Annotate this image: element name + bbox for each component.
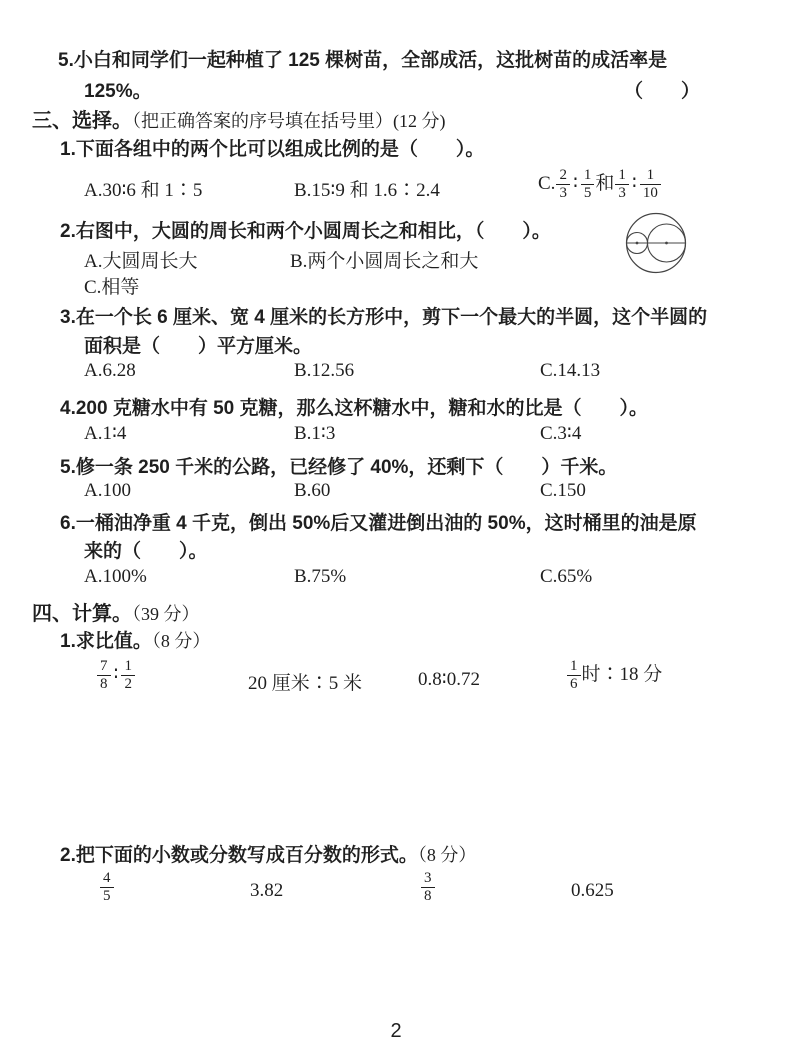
fraction-numerator: 1 <box>583 167 592 183</box>
fraction <box>556 167 570 203</box>
q1-option-c <box>538 167 662 203</box>
q6-line2: 来的（ ）。 <box>84 541 208 562</box>
q1-option-b: B.15∶9 和 1.6∶2.4 <box>294 180 440 201</box>
problem5-line1: 5.小白和同学们一起种植了 125 棵树苗，全部成活，这批树苗的成活率是 <box>58 50 668 71</box>
problem5-line2: 125%。 <box>84 81 152 102</box>
ratio-item-3: 0.8∶0.72 <box>418 669 480 690</box>
q4-option-a: A.1∶4 <box>84 423 127 444</box>
fraction <box>567 658 581 694</box>
fraction-denominator: 2 <box>121 675 135 693</box>
q3-line1: 3.在一个长 6 厘米、宽 4 厘米的长方形中，剪下一个最大的半圆，这个半圆的 <box>60 307 708 328</box>
ratio-separator: ∶ <box>113 664 119 686</box>
q5-text: 5.修一条 250 千米的公路，已经修了 40%，还剩下（ ）千米。 <box>60 457 618 478</box>
fraction-denominator: 6 <box>567 675 581 693</box>
fraction-numerator: 1 <box>618 167 626 183</box>
right-center-dot <box>665 242 668 245</box>
fraction-numerator: 4 <box>103 870 111 886</box>
ratio-item-2: 20 厘米∶5 米 <box>248 673 363 694</box>
q2-option-b: B.两个小圆周长之和大 <box>290 251 479 272</box>
q3-option-c: C.14.13 <box>540 360 601 381</box>
q5-option-b: B.60 <box>294 480 331 501</box>
section3-title: 三、选择。 <box>32 110 132 132</box>
q4-text: 4.200 克糖水中有 50 克糖，那么这杯糖水中，糖和水的比是（ ）。 <box>60 398 649 419</box>
q2-option-c: C.相等 <box>84 277 140 298</box>
fraction-numerator: 3 <box>424 870 432 886</box>
q1-option-c-prefix: C. <box>538 173 556 195</box>
q6-option-c: C.65% <box>540 566 593 587</box>
q5-option-c: C.150 <box>540 480 586 501</box>
q6-line1: 6.一桶油净重 4 千克，倒出 50%后又灌进倒出油的 50%，这时桶里的油是原 <box>60 513 697 534</box>
q6-option-b: B.75% <box>294 566 347 587</box>
section4-sub2-heading <box>60 840 476 867</box>
convert-item-2: 3.82 <box>250 880 284 901</box>
fraction-denominator: 5 <box>581 184 595 202</box>
section4-sub1-title: 1.求比值。 <box>60 631 152 652</box>
q1-option-a: A.30∶6 和 1∶5 <box>84 180 203 201</box>
fraction <box>581 167 595 203</box>
convert-item-4: 0.625 <box>571 880 614 901</box>
section4-sub1-heading <box>60 626 210 653</box>
fraction-denominator: 3 <box>615 184 629 202</box>
left-center-dot <box>636 242 639 245</box>
fraction-numerator: 7 <box>100 658 108 674</box>
q2-option-a: A.大圆周长大 <box>84 251 198 272</box>
section3-heading <box>32 104 446 133</box>
q2-text: 2.右图中，大圆的周长和两个小圆周长之和相比，（ ）。 <box>60 221 551 242</box>
section4-title: 四、计算。 <box>32 603 132 625</box>
q3-option-b: B.12.56 <box>294 360 355 381</box>
section4-sub2-points: （8 分） <box>417 845 477 865</box>
fraction <box>615 167 629 203</box>
q6-option-a: A.100% <box>84 566 147 587</box>
ratio-item-4 <box>566 658 662 694</box>
ratio-separator: ∶ <box>572 173 578 195</box>
q3-line2: 面积是（ ）平方厘米。 <box>84 336 313 357</box>
q4-option-b: B.1∶3 <box>294 423 336 444</box>
fraction-denominator: 8 <box>97 675 111 693</box>
ratio-item-1 <box>96 658 136 694</box>
ratio-item-4-suffix: 时∶18 分 <box>581 664 663 686</box>
convert-item-1 <box>99 870 115 906</box>
section4-points: （39 分） <box>132 604 200 624</box>
fraction-denominator: 3 <box>556 184 570 202</box>
section4-heading <box>32 597 200 626</box>
section4-sub2-title: 2.把下面的小数或分数写成百分数的形式。 <box>60 845 418 866</box>
fraction <box>640 167 661 203</box>
problem5-answer-bracket: （ ） <box>624 81 701 102</box>
circles-figure <box>624 212 688 276</box>
fraction-denominator: 10 <box>640 184 661 202</box>
q4-option-c: C.3∶4 <box>540 423 582 444</box>
q5-option-a: A.100 <box>84 480 131 501</box>
fraction <box>121 658 135 694</box>
fraction-numerator: 1 <box>124 658 132 674</box>
fraction-numerator: 1 <box>570 658 578 674</box>
ratio-separator: ∶ <box>631 173 637 195</box>
q1-text: 1.下面各组中的两个比可以组成比例的是（ ）。 <box>60 139 485 160</box>
fraction <box>421 870 435 906</box>
section3-note: （把正确答案的序号填在括号里） <box>132 111 393 131</box>
fraction-numerator: 2 <box>559 167 567 183</box>
section4-sub1-points: （8 分） <box>151 631 211 651</box>
q3-option-a: A.6.28 <box>84 360 136 381</box>
convert-item-3 <box>420 870 436 906</box>
fraction-denominator: 8 <box>421 887 435 905</box>
fraction-denominator: 5 <box>100 887 114 905</box>
section3-points: (12 分) <box>393 111 446 131</box>
fraction-numerator: 1 <box>646 167 655 183</box>
fraction <box>100 870 114 906</box>
page-number: 2 <box>390 1020 402 1042</box>
fraction <box>97 658 111 694</box>
q1-option-c-and: 和 <box>595 173 615 195</box>
